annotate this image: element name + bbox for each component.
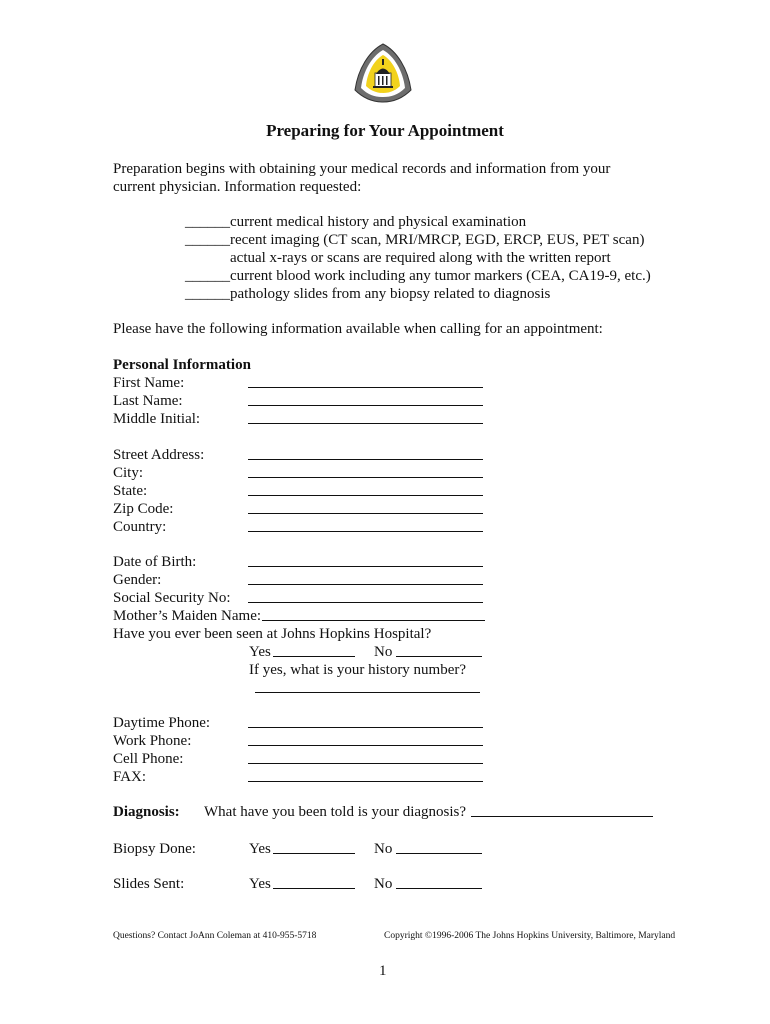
- first-name-label: First Name:: [113, 375, 185, 391]
- intro-line-2: current physician. Information requested:: [113, 179, 362, 195]
- checklist-text: pathology slides from any biopsy related to diagnosis: [230, 286, 551, 302]
- please-line: Please have the following information available when calling for an appointment:: [113, 321, 603, 337]
- page-title: Preparing for Your Appointment: [266, 121, 504, 140]
- first-name-field[interactable]: [248, 387, 483, 388]
- checklist-item[interactable]: [185, 285, 550, 303]
- checklist-item[interactable]: [185, 267, 651, 285]
- daytime-phone-label: Daytime Phone:: [113, 715, 211, 731]
- street-field[interactable]: [248, 459, 483, 460]
- gender-label: Gender:: [113, 572, 162, 588]
- biopsy-yes-field[interactable]: [273, 853, 355, 854]
- checklist-blank: ______: [185, 232, 230, 248]
- johns-hopkins-shield-icon: [352, 43, 414, 103]
- intro-line-1: Preparation begins with obtaining your medical records and information from your: [113, 161, 611, 177]
- country-field[interactable]: [248, 531, 483, 532]
- zip-label: Zip Code:: [113, 501, 174, 517]
- biopsy-no-label: No: [374, 841, 393, 857]
- slides-yes-label: Yes: [249, 876, 271, 892]
- city-field[interactable]: [248, 477, 483, 478]
- last-name-field[interactable]: [248, 405, 483, 406]
- dob-field[interactable]: [248, 566, 483, 567]
- seen-no-field[interactable]: [396, 656, 482, 657]
- footer-contact: Questions? Contact JoAnn Coleman at 410-955-5718: [113, 931, 317, 941]
- state-field[interactable]: [248, 495, 483, 496]
- maiden-name-field[interactable]: [262, 620, 485, 621]
- street-label: Street Address:: [113, 447, 205, 463]
- footer-copyright: Copyright ©1996-2006 The Johns Hopkins University, Baltimore, Maryland: [384, 931, 676, 941]
- history-number-field[interactable]: [255, 692, 480, 693]
- checklist-blank: ______: [185, 214, 230, 230]
- state-label: State:: [113, 483, 148, 499]
- ssn-field[interactable]: [248, 602, 483, 603]
- seen-yes-field[interactable]: [273, 656, 355, 657]
- slides-label: Slides Sent:: [113, 876, 185, 892]
- maiden-name-label: Mother’s Maiden Name:: [113, 608, 262, 624]
- zip-field[interactable]: [248, 513, 483, 514]
- last-name-label: Last Name:: [113, 393, 183, 409]
- personal-info-heading: Personal Information: [113, 357, 251, 373]
- checklist-text: recent imaging (CT scan, MRI/MRCP, EGD, ERCP, EUS, PET scan): [230, 232, 645, 248]
- checklist-text: current blood work including any tumor markers (CEA, CA19-9, etc.): [230, 268, 651, 284]
- checklist-blank: ______: [185, 268, 230, 284]
- diagnosis-question: What have you been told is your diagnosis?: [204, 804, 467, 820]
- country-label: Country:: [113, 519, 167, 535]
- checklist-text: current medical history and physical examination: [230, 214, 527, 230]
- gender-field[interactable]: [248, 584, 483, 585]
- page-number: 1: [379, 963, 387, 979]
- work-phone-field[interactable]: [248, 745, 483, 746]
- checklist-item[interactable]: [185, 213, 526, 231]
- biopsy-label: Biopsy Done:: [113, 841, 196, 857]
- seen-question: Have you ever been seen at Johns Hopkins Hospital?: [113, 626, 432, 642]
- daytime-phone-field[interactable]: [248, 727, 483, 728]
- checklist-blank: ______: [185, 286, 230, 302]
- city-label: City:: [113, 465, 144, 481]
- seen-no-label: No: [374, 644, 393, 660]
- slides-no-label: No: [374, 876, 393, 892]
- seen-yes-label: Yes: [249, 644, 271, 660]
- diagnosis-label: Diagnosis:: [113, 804, 180, 820]
- biopsy-yes-label: Yes: [249, 841, 271, 857]
- dob-label: Date of Birth:: [113, 554, 197, 570]
- checklist-note: actual x-rays or scans are required along with the written report: [230, 250, 611, 266]
- biopsy-no-field[interactable]: [396, 853, 482, 854]
- ssn-label: Social Security No:: [113, 590, 231, 606]
- history-question: If yes, what is your history number?: [249, 662, 467, 678]
- fax-field[interactable]: [248, 781, 483, 782]
- diagnosis-field[interactable]: [471, 816, 653, 817]
- checklist-item[interactable]: [185, 231, 644, 249]
- cell-phone-label: Cell Phone:: [113, 751, 184, 767]
- cell-phone-field[interactable]: [248, 763, 483, 764]
- slides-no-field[interactable]: [396, 888, 482, 889]
- slides-yes-field[interactable]: [273, 888, 355, 889]
- middle-initial-label: Middle Initial:: [113, 411, 201, 427]
- work-phone-label: Work Phone:: [113, 733, 192, 749]
- fax-label: FAX:: [113, 769, 147, 785]
- middle-initial-field[interactable]: [248, 423, 483, 424]
